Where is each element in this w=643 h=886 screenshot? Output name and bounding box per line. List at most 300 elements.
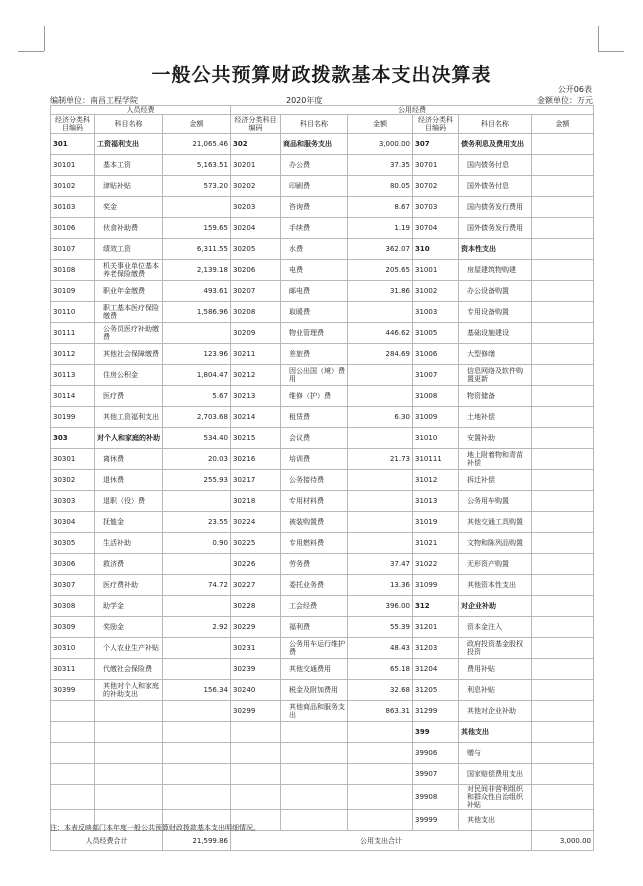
cell-code: 30240	[231, 680, 281, 701]
cell-amount	[532, 743, 594, 764]
cell-amount: 0.90	[163, 533, 231, 554]
cell-amount: 205.65	[348, 260, 413, 281]
cell-name: 手续费	[281, 218, 348, 239]
cell-name: 委托业务费	[281, 575, 348, 596]
cell-name: 国家赔偿费用支出	[459, 764, 532, 785]
cell-code: 31099	[413, 575, 459, 596]
cell-name: 税金及附加费用	[281, 680, 348, 701]
cell-name: 住房公积金	[95, 365, 163, 386]
cell-amount: 37.35	[348, 155, 413, 176]
cell-amount	[163, 701, 231, 722]
cell-code: 31022	[413, 554, 459, 575]
cell-name: 信息网络及软件购置更新	[459, 365, 532, 386]
cell-name	[281, 810, 348, 831]
table-row	[51, 512, 594, 533]
cell-name: 维修（护）费	[281, 386, 348, 407]
cell-amount	[532, 638, 594, 659]
cell-amount: 3,000.00	[348, 134, 413, 155]
table-row	[51, 638, 594, 659]
cell-amount	[163, 197, 231, 218]
cell-code: 30212	[231, 365, 281, 386]
cell-amount	[532, 407, 594, 428]
cell-name: 费用补贴	[459, 659, 532, 680]
cell-name: 基础设施建设	[459, 323, 532, 344]
table-row	[51, 533, 594, 554]
cell-code: 30108	[51, 260, 95, 281]
table-row	[51, 554, 594, 575]
cell-code: 30101	[51, 155, 95, 176]
cell-code: 30214	[231, 407, 281, 428]
cell-code: 30109	[51, 281, 95, 302]
fiscal-year: 2020年度	[286, 96, 323, 105]
cell-name: 医疗费补助	[95, 575, 163, 596]
cell-name: 其他资本性支出	[459, 575, 532, 596]
cell-amount	[532, 470, 594, 491]
cell-amount	[532, 617, 594, 638]
cell-name: 利息补贴	[459, 680, 532, 701]
cell-name	[281, 722, 348, 743]
cell-amount	[348, 302, 413, 323]
cell-code: 310	[413, 239, 459, 260]
table-row	[51, 323, 594, 344]
cell-amount	[163, 743, 231, 764]
cell-code: 30106	[51, 218, 95, 239]
cell-name: 其他工资福利支出	[95, 407, 163, 428]
cell-code: 312	[413, 596, 459, 617]
cell-code: 30225	[231, 533, 281, 554]
cell-name: 专用材料费	[281, 491, 348, 512]
cell-name: 个人农业生产补贴	[95, 638, 163, 659]
cell-name: 租赁费	[281, 407, 348, 428]
cell-code	[51, 701, 95, 722]
cell-amount	[163, 764, 231, 785]
cell-code: 31007	[413, 365, 459, 386]
table-row	[51, 428, 594, 449]
cell-amount: 362.07	[348, 239, 413, 260]
cell-code: 310111	[413, 449, 459, 470]
table-row	[51, 575, 594, 596]
crop-mark	[598, 26, 599, 51]
cell-code: 39907	[413, 764, 459, 785]
table-row	[51, 260, 594, 281]
cell-code: 30199	[51, 407, 95, 428]
cell-code: 30213	[231, 386, 281, 407]
cell-name: 咨询费	[281, 197, 348, 218]
cell-amount	[532, 155, 594, 176]
cell-code: 30308	[51, 596, 95, 617]
cell-amount	[532, 701, 594, 722]
cell-code: 30206	[231, 260, 281, 281]
cell-code: 30307	[51, 575, 95, 596]
personnel-total-amount: 21,599.86	[163, 831, 231, 851]
cell-name	[95, 701, 163, 722]
cell-amount: 156.34	[163, 680, 231, 701]
cell-code: 31009	[413, 407, 459, 428]
cell-amount: 6,311.55	[163, 239, 231, 260]
cell-code: 30226	[231, 554, 281, 575]
cell-name: 资本金注入	[459, 617, 532, 638]
cell-name: 资本性支出	[459, 239, 532, 260]
cell-code: 30704	[413, 218, 459, 239]
cell-amount	[163, 659, 231, 680]
cell-amount	[348, 722, 413, 743]
cell-name: 绩效工资	[95, 239, 163, 260]
header-code: 经济分类科目编码	[51, 115, 95, 134]
table-row	[51, 302, 594, 323]
cell-amount	[532, 659, 594, 680]
cell-code: 31005	[413, 323, 459, 344]
cell-name: 土地补偿	[459, 407, 532, 428]
cell-code: 30306	[51, 554, 95, 575]
crop-mark	[18, 51, 44, 52]
cell-name: 无形资产购置	[459, 554, 532, 575]
table-row	[51, 239, 594, 260]
cell-amount: 32.68	[348, 680, 413, 701]
cell-name	[281, 743, 348, 764]
cell-code: 303	[51, 428, 95, 449]
cell-code: 30304	[51, 512, 95, 533]
cell-code: 31008	[413, 386, 459, 407]
cell-name: 物业管理费	[281, 323, 348, 344]
header-amount: 金额	[163, 115, 231, 134]
cell-amount: 1,804.47	[163, 365, 231, 386]
cell-amount: 863.31	[348, 701, 413, 722]
table-row	[51, 197, 594, 218]
cell-name: 救济费	[95, 554, 163, 575]
cell-amount	[348, 810, 413, 831]
cell-name: 津贴补贴	[95, 176, 163, 197]
header-amount: 金额	[348, 115, 413, 134]
cell-name: 安置补助	[459, 428, 532, 449]
table-row	[51, 407, 594, 428]
table-row	[51, 764, 594, 785]
cell-code: 30239	[231, 659, 281, 680]
cell-amount	[532, 344, 594, 365]
cell-amount	[532, 764, 594, 785]
cell-amount: 123.96	[163, 344, 231, 365]
cell-name: 拆迁补偿	[459, 470, 532, 491]
cell-name: 其他商品和服务支出	[281, 701, 348, 722]
table-row	[51, 617, 594, 638]
cell-amount: 48.43	[348, 638, 413, 659]
cell-amount: 31.86	[348, 281, 413, 302]
cell-code	[51, 785, 95, 810]
cell-amount: 5,163.51	[163, 155, 231, 176]
cell-code: 30228	[231, 596, 281, 617]
cell-amount	[532, 302, 594, 323]
table-row	[51, 134, 594, 155]
cell-name: 国内债务发行费用	[459, 197, 532, 218]
cell-code: 30309	[51, 617, 95, 638]
cell-code: 39999	[413, 810, 459, 831]
cell-amount: 1.19	[348, 218, 413, 239]
header-amount: 金额	[532, 115, 594, 134]
cell-name: 奖金	[95, 197, 163, 218]
cell-code: 31299	[413, 701, 459, 722]
cell-name: 其他社会保障缴费	[95, 344, 163, 365]
cell-code: 30113	[51, 365, 95, 386]
cell-code: 30208	[231, 302, 281, 323]
cell-name: 印刷费	[281, 176, 348, 197]
cell-name: 物资储备	[459, 386, 532, 407]
cell-name: 其他对个人和家庭的补助支出	[95, 680, 163, 701]
table-row	[51, 470, 594, 491]
cell-code: 31010	[413, 428, 459, 449]
cell-code: 31205	[413, 680, 459, 701]
cell-code: 30311	[51, 659, 95, 680]
cell-name: 培训费	[281, 449, 348, 470]
cell-code: 31002	[413, 281, 459, 302]
cell-name: 公务用车运行维护费	[281, 638, 348, 659]
cell-code: 30205	[231, 239, 281, 260]
cell-code: 30231	[231, 638, 281, 659]
cell-code: 31013	[413, 491, 459, 512]
cell-name: 公务接待费	[281, 470, 348, 491]
table-row	[51, 449, 594, 470]
cell-amount: 13.36	[348, 575, 413, 596]
cell-code: 39908	[413, 785, 459, 810]
cell-name: 助学金	[95, 596, 163, 617]
cell-code	[51, 743, 95, 764]
header-row-columns	[51, 115, 594, 134]
table-row	[51, 680, 594, 701]
cell-amount	[348, 365, 413, 386]
cell-amount	[532, 281, 594, 302]
cell-code: 30399	[51, 680, 95, 701]
cell-code	[231, 785, 281, 810]
cell-amount: 5.67	[163, 386, 231, 407]
cell-name: 水费	[281, 239, 348, 260]
cell-code: 30301	[51, 449, 95, 470]
header-name: 科目名称	[95, 115, 163, 134]
cell-amount: 284.69	[348, 344, 413, 365]
cell-code	[51, 722, 95, 743]
cell-amount	[163, 785, 231, 810]
header-name: 科目名称	[459, 115, 532, 134]
cell-code: 30103	[51, 197, 95, 218]
cell-amount	[348, 785, 413, 810]
cell-name: 伙食补助费	[95, 218, 163, 239]
cell-amount	[532, 365, 594, 386]
cell-name: 因公出国（境）费用	[281, 365, 348, 386]
cell-name: 生活补助	[95, 533, 163, 554]
header-row-groups	[51, 106, 594, 115]
cell-code: 30202	[231, 176, 281, 197]
cell-name: 离休费	[95, 449, 163, 470]
cell-code: 30310	[51, 638, 95, 659]
cell-code: 30224	[231, 512, 281, 533]
compiling-unit: 编制单位：南昌工程学院	[50, 96, 138, 105]
cell-name: 邮电费	[281, 281, 348, 302]
cell-name	[281, 764, 348, 785]
cell-code: 30216	[231, 449, 281, 470]
cell-name: 抚恤金	[95, 512, 163, 533]
cell-name: 办公设备购置	[459, 281, 532, 302]
cell-name	[95, 764, 163, 785]
cell-name: 房屋建筑物购建	[459, 260, 532, 281]
cell-amount	[532, 176, 594, 197]
cell-name: 其他支出	[459, 810, 532, 831]
cell-code: 30702	[413, 176, 459, 197]
cell-code: 31021	[413, 533, 459, 554]
cell-amount: 21.73	[348, 449, 413, 470]
cell-code	[231, 764, 281, 785]
cell-amount	[348, 764, 413, 785]
cell-amount	[163, 323, 231, 344]
cell-name: 国内债务付息	[459, 155, 532, 176]
public-total-amount: 3,000.00	[532, 831, 594, 851]
form-code: 公开06表	[557, 85, 592, 94]
cell-name: 会议费	[281, 428, 348, 449]
cell-name: 其他支出	[459, 722, 532, 743]
cell-amount	[532, 449, 594, 470]
header-name: 科目名称	[281, 115, 348, 134]
cell-name: 商品和服务支出	[281, 134, 348, 155]
cell-name: 政府投资基金股权投资	[459, 638, 532, 659]
cell-amount	[348, 533, 413, 554]
cell-amount	[348, 743, 413, 764]
cell-amount: 37.47	[348, 554, 413, 575]
cell-name: 电费	[281, 260, 348, 281]
cell-amount	[532, 575, 594, 596]
cell-amount	[532, 810, 594, 831]
cell-name: 取暖费	[281, 302, 348, 323]
cell-code: 30203	[231, 197, 281, 218]
cell-code: 30229	[231, 617, 281, 638]
cell-name: 基本工资	[95, 155, 163, 176]
cell-name: 国外债务发行费用	[459, 218, 532, 239]
cell-amount	[348, 512, 413, 533]
cell-amount	[348, 428, 413, 449]
cell-code: 30201	[231, 155, 281, 176]
cell-amount	[532, 785, 594, 810]
cell-amount: 534.40	[163, 428, 231, 449]
cell-code: 31201	[413, 617, 459, 638]
cell-code: 30701	[413, 155, 459, 176]
cell-name: 其他对企业补助	[459, 701, 532, 722]
table-row	[51, 344, 594, 365]
cell-code: 30204	[231, 218, 281, 239]
money-unit: 金额单位：万元	[537, 96, 593, 105]
cell-amount	[532, 491, 594, 512]
cell-amount	[532, 533, 594, 554]
cell-code: 399	[413, 722, 459, 743]
cell-code: 30217	[231, 470, 281, 491]
cell-code: 30110	[51, 302, 95, 323]
cell-code: 30112	[51, 344, 95, 365]
cell-amount	[532, 323, 594, 344]
cell-amount: 493.61	[163, 281, 231, 302]
cell-name: 奖励金	[95, 617, 163, 638]
cell-name: 债务利息及费用支出	[459, 134, 532, 155]
table-row	[51, 176, 594, 197]
cell-name: 公务员医疗补助缴费	[95, 323, 163, 344]
cell-amount: 6.30	[348, 407, 413, 428]
cell-code: 30299	[231, 701, 281, 722]
table-row	[51, 365, 594, 386]
cell-code: 31001	[413, 260, 459, 281]
cell-code: 30218	[231, 491, 281, 512]
cell-name: 专用燃料费	[281, 533, 348, 554]
cell-name: 对民间非营利组织和群众性自治组织补贴	[459, 785, 532, 810]
header-code: 经济分类科目编码	[231, 115, 281, 134]
table-row	[51, 155, 594, 176]
cell-name: 办公费	[281, 155, 348, 176]
cell-name: 医疗费	[95, 386, 163, 407]
cell-amount	[532, 386, 594, 407]
cell-name: 其他交通费用	[281, 659, 348, 680]
cell-amount: 74.72	[163, 575, 231, 596]
cell-amount	[532, 197, 594, 218]
table-row	[51, 386, 594, 407]
personnel-total-label: 人员经费合计	[51, 831, 163, 851]
cell-code: 30305	[51, 533, 95, 554]
table-row	[51, 596, 594, 617]
cell-name: 公务用车购置	[459, 491, 532, 512]
cell-name: 代缴社会保险费	[95, 659, 163, 680]
cell-name: 差旅费	[281, 344, 348, 365]
cell-name: 国外债务付息	[459, 176, 532, 197]
cell-name: 退职（役）费	[95, 491, 163, 512]
header-personnel: 人员经费	[51, 106, 231, 115]
cell-code: 30227	[231, 575, 281, 596]
cell-amount	[532, 722, 594, 743]
table-row	[51, 491, 594, 512]
cell-amount: 2.92	[163, 617, 231, 638]
cell-name: 职工基本医疗保险缴费	[95, 302, 163, 323]
cell-code: 31204	[413, 659, 459, 680]
table-row	[51, 785, 594, 810]
cell-amount: 20.03	[163, 449, 231, 470]
cell-code: 31006	[413, 344, 459, 365]
cell-code: 30102	[51, 176, 95, 197]
cell-amount: 8.67	[348, 197, 413, 218]
cell-name: 工会经费	[281, 596, 348, 617]
cell-name: 赠与	[459, 743, 532, 764]
cell-code	[231, 722, 281, 743]
cell-code: 30302	[51, 470, 95, 491]
cell-amount	[532, 428, 594, 449]
cell-code: 30207	[231, 281, 281, 302]
cell-amount: 65.18	[348, 659, 413, 680]
cell-name: 职业年金缴费	[95, 281, 163, 302]
cell-amount	[348, 491, 413, 512]
cell-amount: 396.00	[348, 596, 413, 617]
cell-name: 其他交通工具购置	[459, 512, 532, 533]
cell-amount	[163, 491, 231, 512]
cell-amount	[532, 260, 594, 281]
cell-name: 福利费	[281, 617, 348, 638]
cell-code: 30111	[51, 323, 95, 344]
table-row	[51, 743, 594, 764]
cell-code: 30211	[231, 344, 281, 365]
totals-row	[51, 831, 594, 851]
cell-code: 30215	[231, 428, 281, 449]
cell-name: 劳务费	[281, 554, 348, 575]
cell-name: 地上附着物和青苗补偿	[459, 449, 532, 470]
crop-mark	[44, 26, 45, 51]
cell-name: 工资福利支出	[95, 134, 163, 155]
cell-code: 30107	[51, 239, 95, 260]
cell-amount	[532, 680, 594, 701]
footnote: 注：本表反映部门本年度一般公共预算财政拨款基本支出明细情况。	[50, 824, 260, 832]
cell-amount	[532, 596, 594, 617]
cell-code: 301	[51, 134, 95, 155]
cell-amount: 2,139.18	[163, 260, 231, 281]
cell-code: 30303	[51, 491, 95, 512]
cell-amount	[532, 512, 594, 533]
cell-code	[231, 743, 281, 764]
